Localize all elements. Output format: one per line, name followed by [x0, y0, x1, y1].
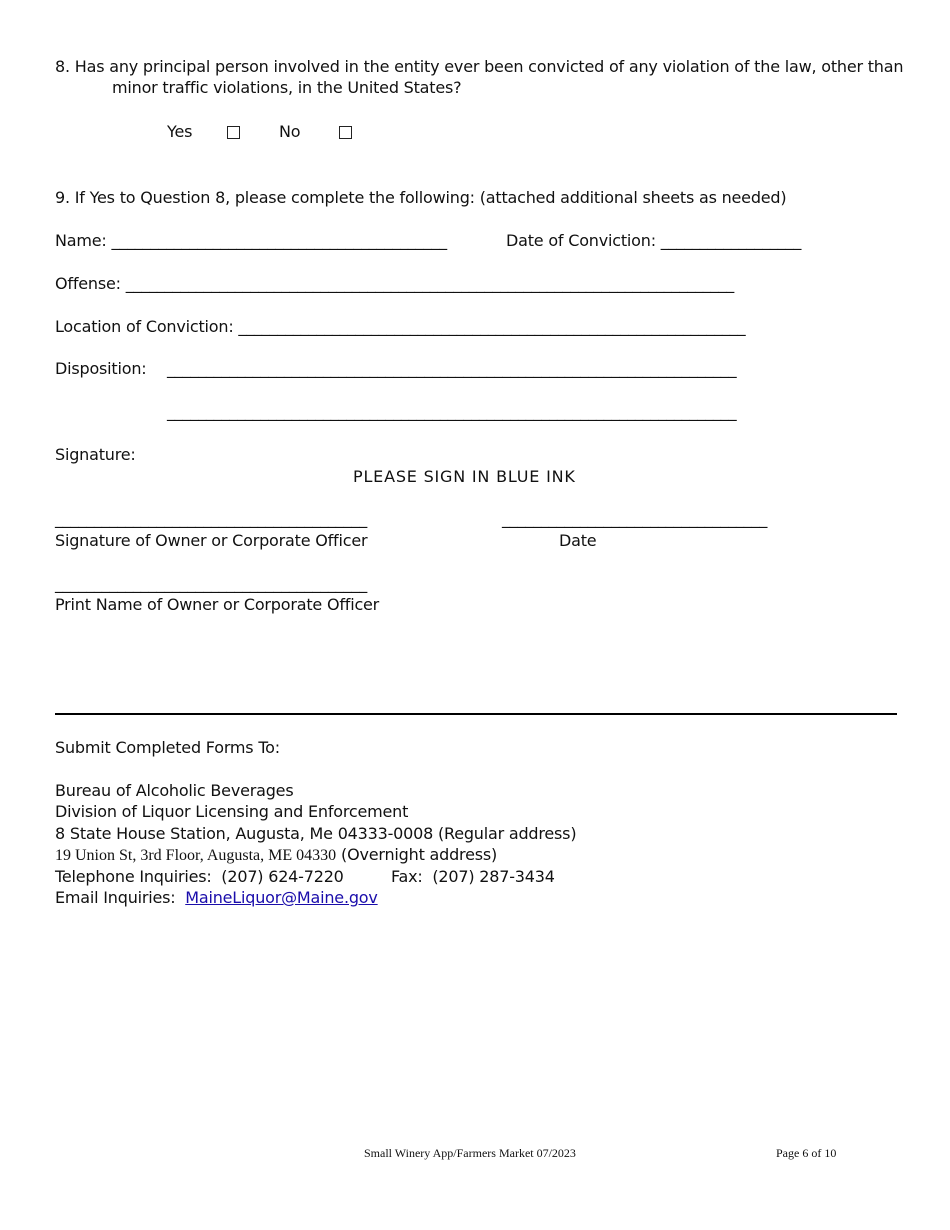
offense-field[interactable]: Offense: ______________________________________________________________________________	[55, 274, 735, 293]
footer-form-name: Small Winery App/Farmers Market 07/2023	[364, 1146, 576, 1160]
yes-checkbox-icon[interactable]	[227, 126, 240, 139]
telephone-inquiries: Telephone Inquiries: (207) 624-7220	[55, 867, 344, 886]
no-checkbox-icon[interactable]	[339, 126, 352, 139]
sign-instruction: PLEASE SIGN IN BLUE INK	[353, 467, 576, 486]
division-name: Division of Liquor Licensing and Enforcement	[55, 802, 409, 821]
submit-heading: Submit Completed Forms To:	[55, 738, 280, 757]
print-name-line[interactable]: ________________________________________	[55, 574, 368, 593]
question-8-text: 8. Has any principal person involved in the entity ever been convicted of any violation of the law, other than	[55, 57, 904, 76]
section-divider	[55, 713, 897, 715]
signature-caption: Signature of Owner or Corporate Officer	[55, 531, 368, 550]
regular-address: 8 State House Station, Augusta, Me 04333-0008 (Regular address)	[55, 824, 577, 843]
name-field[interactable]: Name: ___________________________________________	[55, 231, 447, 250]
fax-number: Fax: (207) 287-3434	[391, 867, 555, 886]
signature-heading: Signature:	[55, 445, 136, 464]
question-9-text: 9. If Yes to Question 8, please complete the following: (attached additional sheets as needed)	[55, 188, 787, 207]
overnight-street: 19 Union St, 3rd Floor, Augusta, ME 04330	[55, 847, 337, 864]
overnight-address	[55, 845, 497, 866]
bureau-name: Bureau of Alcoholic Beverages	[55, 781, 294, 800]
print-name-caption: Print Name of Owner or Corporate Officer	[55, 595, 380, 614]
disposition-label: Disposition:	[55, 359, 147, 378]
no-label: No	[279, 122, 301, 141]
email-label: Email Inquiries:	[55, 888, 186, 907]
signature-line[interactable]: ________________________________________	[55, 509, 368, 528]
overnight-note: (Overnight address)	[336, 845, 498, 864]
footer-page-number: Page 6 of 10	[776, 1146, 837, 1160]
question-8-text-continued: minor traffic violations, in the United States?	[112, 78, 462, 97]
location-of-conviction-field[interactable]: Location of Conviction: _________________________________________________________________	[55, 317, 746, 336]
date-line[interactable]: __________________________________	[502, 509, 768, 528]
date-caption: Date	[559, 531, 597, 550]
email-inquiries	[55, 888, 378, 908]
disposition-field-line-2[interactable]: _________________________________________________________________________	[167, 402, 737, 421]
yes-label: Yes	[167, 122, 193, 141]
disposition-field-line-1[interactable]: _________________________________________________________________________	[167, 359, 737, 378]
email-link[interactable]: MaineLiquor@Maine.gov	[185, 888, 378, 907]
date-of-conviction-field[interactable]: Date of Conviction: __________________	[506, 231, 802, 250]
